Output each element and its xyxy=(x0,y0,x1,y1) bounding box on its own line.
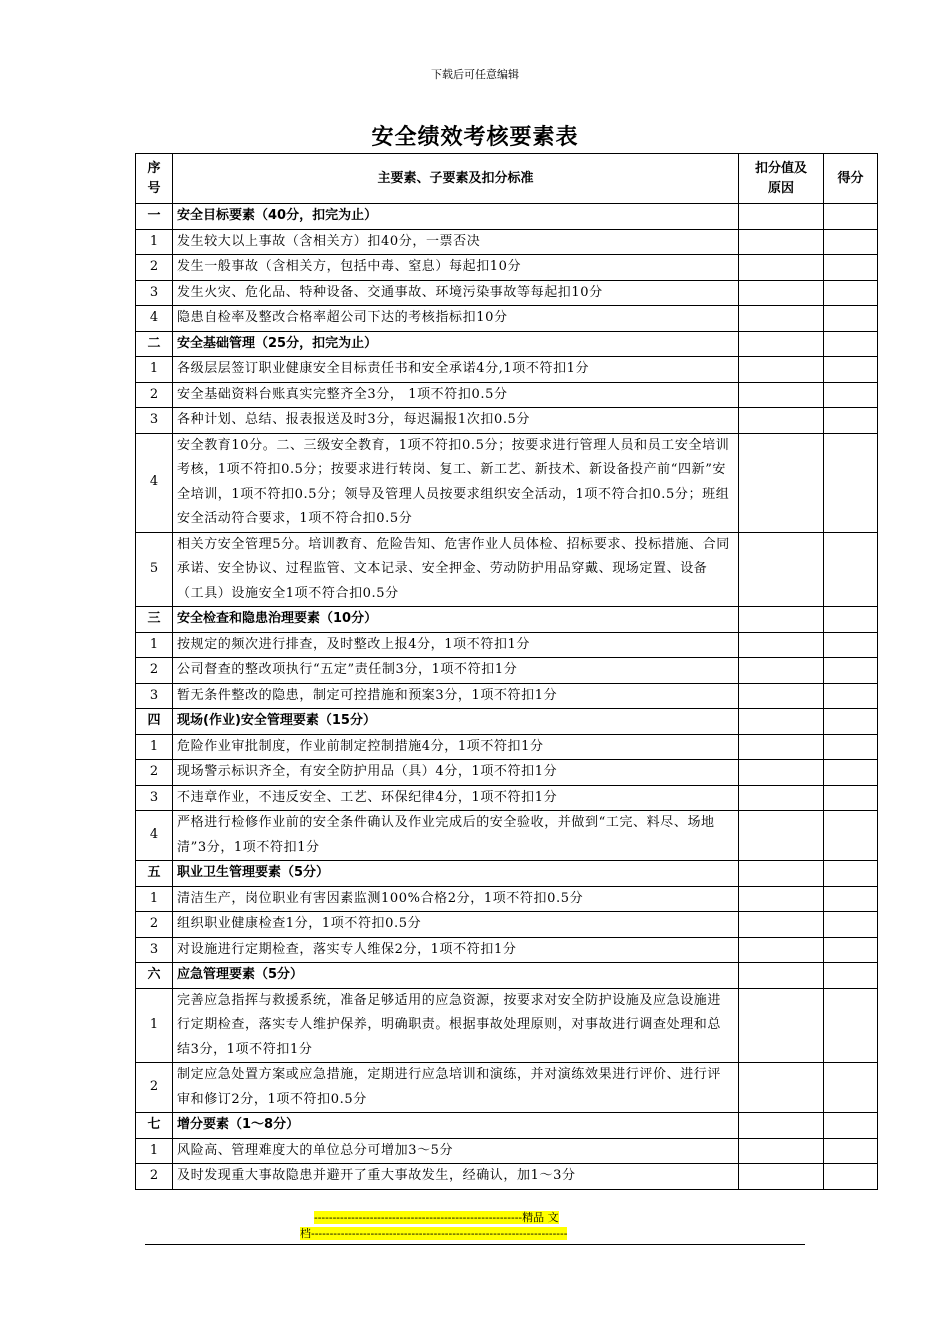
section-number: 五 xyxy=(136,861,173,887)
item-criteria: 安全基础资料台账真实完整齐全3分， 1项不符扣0.5分 xyxy=(173,382,739,408)
item-criteria: 各级层层签订职业健康安全目标责任书和安全承诺4分,1项不符扣1分 xyxy=(173,357,739,383)
section-number: 四 xyxy=(136,709,173,735)
deduction-cell[interactable] xyxy=(739,204,824,230)
deduction-cell[interactable] xyxy=(739,408,824,434)
header-note: 下载后可任意编辑 xyxy=(431,68,519,81)
item-number: 3 xyxy=(136,408,173,434)
section-title: 安全目标要素（40分，扣完为止） xyxy=(173,204,739,230)
deduction-cell[interactable] xyxy=(739,734,824,760)
item-row xyxy=(136,357,878,383)
section-number: 一 xyxy=(136,204,173,230)
deduction-cell[interactable] xyxy=(739,886,824,912)
deduction-cell[interactable] xyxy=(739,433,824,532)
header-score: 得分 xyxy=(824,154,878,204)
section-title: 现场(作业)安全管理要素（15分） xyxy=(173,709,739,735)
section-row xyxy=(136,861,878,887)
section-number: 二 xyxy=(136,331,173,357)
item-number: 3 xyxy=(136,937,173,963)
item-row xyxy=(136,1164,878,1190)
item-number: 2 xyxy=(136,760,173,786)
score-cell[interactable] xyxy=(824,937,878,963)
document-title: 安全绩效考核要素表 xyxy=(371,125,579,150)
score-cell[interactable] xyxy=(824,683,878,709)
item-number: 4 xyxy=(136,306,173,332)
score-cell[interactable] xyxy=(824,408,878,434)
item-number: 4 xyxy=(136,811,173,861)
deduction-cell[interactable] xyxy=(739,1063,824,1113)
section-row xyxy=(136,607,878,633)
score-cell[interactable] xyxy=(824,382,878,408)
item-number: 2 xyxy=(136,382,173,408)
score-cell[interactable] xyxy=(824,709,878,735)
footer-rule xyxy=(145,1244,805,1245)
item-row xyxy=(136,988,878,1063)
deduction-cell[interactable] xyxy=(739,861,824,887)
score-cell[interactable] xyxy=(824,1138,878,1164)
section-row xyxy=(136,963,878,989)
footer-line-2: 档--------------------------------------------------------------------- xyxy=(300,1227,568,1240)
score-cell[interactable] xyxy=(824,658,878,684)
section-row xyxy=(136,1113,878,1139)
item-number: 5 xyxy=(136,532,173,607)
deduction-cell[interactable] xyxy=(739,1138,824,1164)
score-cell[interactable] xyxy=(824,532,878,607)
item-criteria: 暂无条件整改的隐患，制定可控措施和预案3分，1项不符扣1分 xyxy=(173,683,739,709)
item-number: 2 xyxy=(136,255,173,281)
item-row xyxy=(136,760,878,786)
item-row xyxy=(136,408,878,434)
score-cell[interactable] xyxy=(824,811,878,861)
score-cell[interactable] xyxy=(824,632,878,658)
item-row xyxy=(136,734,878,760)
item-row xyxy=(136,433,878,532)
assessment-table xyxy=(135,153,878,1190)
score-cell[interactable] xyxy=(824,963,878,989)
item-criteria: 发生较大以上事故（含相关方）扣40分，一票否决 xyxy=(173,229,739,255)
score-cell[interactable] xyxy=(824,1113,878,1139)
item-criteria: 隐患自检率及整改合格率超公司下达的考核指标扣10分 xyxy=(173,306,739,332)
score-cell[interactable] xyxy=(824,607,878,633)
deduction-cell[interactable] xyxy=(739,1164,824,1190)
score-cell[interactable] xyxy=(824,1063,878,1113)
deduction-cell[interactable] xyxy=(739,785,824,811)
score-cell[interactable] xyxy=(824,204,878,230)
item-number: 3 xyxy=(136,280,173,306)
score-cell[interactable] xyxy=(824,433,878,532)
item-criteria: 现场警示标识齐全，有安全防护用品（具）4分，1项不符扣1分 xyxy=(173,760,739,786)
item-number: 3 xyxy=(136,785,173,811)
score-cell[interactable] xyxy=(824,255,878,281)
deduction-cell[interactable] xyxy=(739,811,824,861)
footer-line-1: --------------------------------------------------------精品 文 xyxy=(314,1211,559,1224)
item-number: 2 xyxy=(136,658,173,684)
score-cell[interactable] xyxy=(824,357,878,383)
score-cell[interactable] xyxy=(824,280,878,306)
header-criteria: 主要素、子要素及扣分标准 xyxy=(173,154,739,204)
item-criteria: 及时发现重大事故隐患并避开了重大事故发生，经确认，加1～3分 xyxy=(173,1164,739,1190)
deduction-cell[interactable] xyxy=(739,357,824,383)
section-number: 六 xyxy=(136,963,173,989)
item-number: 1 xyxy=(136,886,173,912)
item-row xyxy=(136,255,878,281)
item-row xyxy=(136,280,878,306)
item-number: 1 xyxy=(136,632,173,658)
item-row xyxy=(136,658,878,684)
table-header-row xyxy=(136,154,878,204)
score-cell[interactable] xyxy=(824,1164,878,1190)
item-criteria: 严格进行检修作业前的安全条件确认及作业完成后的安全验收，并做到“工完、料尽、场地清”3分，1项不符扣1分 xyxy=(173,811,739,861)
score-cell[interactable] xyxy=(824,760,878,786)
item-row xyxy=(136,632,878,658)
footer-band xyxy=(300,1210,650,1242)
item-criteria: 危险作业审批制度，作业前制定控制措施4分，1项不符扣1分 xyxy=(173,734,739,760)
deduction-cell[interactable] xyxy=(739,280,824,306)
item-row xyxy=(136,937,878,963)
score-cell[interactable] xyxy=(824,861,878,887)
section-title: 应急管理要素（5分） xyxy=(173,963,739,989)
score-cell[interactable] xyxy=(824,912,878,938)
header-seq: 序号 xyxy=(136,154,173,204)
item-row xyxy=(136,886,878,912)
item-criteria: 各种计划、总结、报表报送及时3分，每迟漏报1次扣0.5分 xyxy=(173,408,739,434)
item-criteria: 风险高、管理难度大的单位总分可增加3～5分 xyxy=(173,1138,739,1164)
deduction-cell[interactable] xyxy=(739,988,824,1063)
item-criteria: 发生一般事故（含相关方，包括中毒、窒息）每起扣10分 xyxy=(173,255,739,281)
deduction-cell[interactable] xyxy=(739,331,824,357)
header-deduction: 扣分值及原因 xyxy=(739,154,824,204)
score-cell[interactable] xyxy=(824,988,878,1063)
deduction-cell[interactable] xyxy=(739,607,824,633)
score-cell[interactable] xyxy=(824,229,878,255)
deduction-cell[interactable] xyxy=(739,683,824,709)
item-criteria: 组织职业健康检查1分，1项不符扣0.5分 xyxy=(173,912,739,938)
deduction-cell[interactable] xyxy=(739,1113,824,1139)
item-row xyxy=(136,382,878,408)
item-row xyxy=(136,306,878,332)
deduction-cell[interactable] xyxy=(739,963,824,989)
item-number: 1 xyxy=(136,1138,173,1164)
section-title: 职业卫生管理要素（5分） xyxy=(173,861,739,887)
item-number: 1 xyxy=(136,988,173,1063)
item-criteria: 发生火灾、危化品、特种设备、交通事故、环境污染事故等每起扣10分 xyxy=(173,280,739,306)
section-title: 增分要素（1～8分） xyxy=(173,1113,739,1139)
section-row xyxy=(136,204,878,230)
table-body xyxy=(136,204,878,1190)
section-row xyxy=(136,331,878,357)
score-cell[interactable] xyxy=(824,734,878,760)
item-criteria: 安全教育10分。二、三级安全教育，1项不符扣0.5分；按要求进行管理人员和员工安全培训考核，1项不符扣0.5分；按要求进行转岗、复工、新工艺、新技术、新设备投产前“四新”安全培训，1项不符扣0.5分；领导及管理人员按要求组织安全活动，1项不符合扣0.5分；班组安全活动符合要求，1项不符合扣0.5分 xyxy=(173,433,739,532)
item-criteria: 对设施进行定期检查，落实专人维保2分，1项不符扣1分 xyxy=(173,937,739,963)
item-number: 1 xyxy=(136,734,173,760)
deduction-cell[interactable] xyxy=(739,306,824,332)
item-row xyxy=(136,912,878,938)
deduction-cell[interactable] xyxy=(739,937,824,963)
deduction-cell[interactable] xyxy=(739,658,824,684)
item-number: 1 xyxy=(136,229,173,255)
item-criteria: 相关方安全管理5分。培训教育、危险告知、危害作业人员体检、招标要求、投标措施、合同承诺、安全协议、过程监管、文本记录、安全押金、劳动防护用品穿戴、现场定置、设备（工具）设施安全1项不符合扣0.5分 xyxy=(173,532,739,607)
deduction-cell[interactable] xyxy=(739,760,824,786)
item-row xyxy=(136,1138,878,1164)
section-title: 安全基础管理（25分，扣完为止） xyxy=(173,331,739,357)
section-title: 安全检查和隐患治理要素（10分） xyxy=(173,607,739,633)
item-criteria: 清洁生产，岗位职业有害因素监测100%合格2分，1项不符扣0.5分 xyxy=(173,886,739,912)
item-row xyxy=(136,532,878,607)
deduction-cell[interactable] xyxy=(739,532,824,607)
deduction-cell[interactable] xyxy=(739,382,824,408)
item-row xyxy=(136,811,878,861)
item-criteria: 不违章作业，不违反安全、工艺、环保纪律4分，1项不符扣1分 xyxy=(173,785,739,811)
item-criteria: 按规定的频次进行排查，及时整改上报4分，1项不符扣1分 xyxy=(173,632,739,658)
item-row xyxy=(136,683,878,709)
section-row xyxy=(136,709,878,735)
item-row xyxy=(136,229,878,255)
item-number: 2 xyxy=(136,1063,173,1113)
section-number: 三 xyxy=(136,607,173,633)
item-number: 2 xyxy=(136,912,173,938)
deduction-cell[interactable] xyxy=(739,255,824,281)
item-row xyxy=(136,1063,878,1113)
deduction-cell[interactable] xyxy=(739,229,824,255)
item-criteria: 公司督查的整改项执行“五定”责任制3分，1项不符扣1分 xyxy=(173,658,739,684)
item-row xyxy=(136,785,878,811)
deduction-cell[interactable] xyxy=(739,632,824,658)
item-number: 2 xyxy=(136,1164,173,1190)
deduction-cell[interactable] xyxy=(739,709,824,735)
item-criteria: 完善应急指挥与救援系统，准备足够适用的应急资源，按要求对安全防护设施及应急设施进行定期检查，落实专人维护保养，明确职责。根据事故处理原则，对事故进行调查处理和总结3分，1项不符扣1分 xyxy=(173,988,739,1063)
deduction-cell[interactable] xyxy=(739,912,824,938)
item-number: 3 xyxy=(136,683,173,709)
score-cell[interactable] xyxy=(824,886,878,912)
score-cell[interactable] xyxy=(824,785,878,811)
item-number: 1 xyxy=(136,357,173,383)
item-criteria: 制定应急处置方案或应急措施，定期进行应急培训和演练，并对演练效果进行评价、进行评审和修订2分，1项不符扣0.5分 xyxy=(173,1063,739,1113)
score-cell[interactable] xyxy=(824,331,878,357)
score-cell[interactable] xyxy=(824,306,878,332)
item-number: 4 xyxy=(136,433,173,532)
section-number: 七 xyxy=(136,1113,173,1139)
